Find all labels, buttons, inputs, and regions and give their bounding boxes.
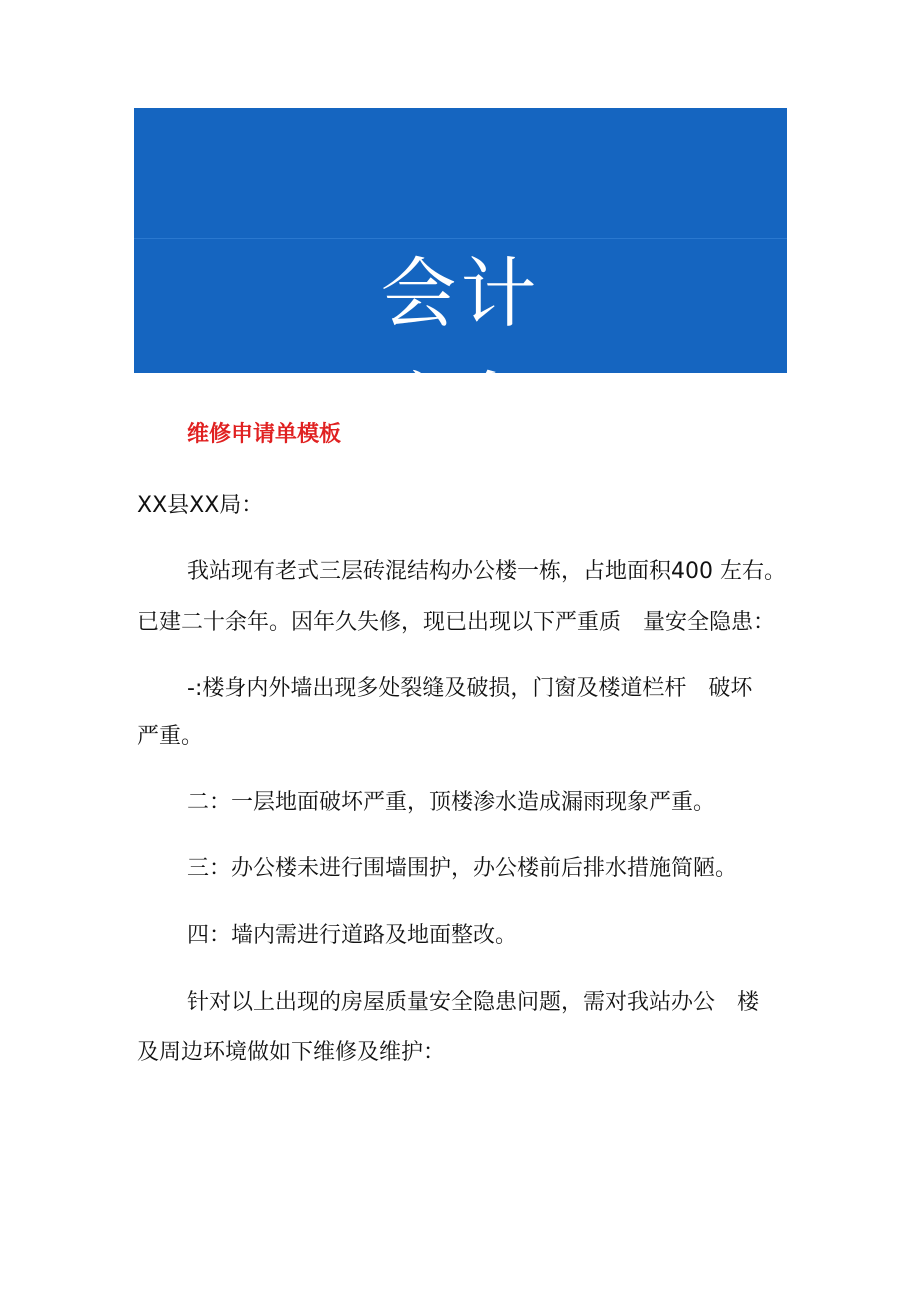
banner-divider (134, 238, 787, 239)
item-3: 三：办公楼未进行围墙围护，办公楼前后排水措施简陋。 (187, 856, 738, 881)
item-1-line-2: 严重。 (137, 724, 204, 749)
item-1-line-1: -:楼身内外墙出现多处裂缝及破损，门窗及楼道栏杆 破坏 (187, 676, 753, 701)
paragraph-2-line-1: 针对以上出现的房屋质量安全隐患问题，需对我站办公 楼 (187, 990, 760, 1015)
banner-title-line-2: 实务 (380, 363, 541, 452)
paragraph-1-line-2: 已建二十余年。因年久失修，现已出现以下严重质 量安全隐患： (137, 610, 776, 635)
paragraph-2-line-2: 及周边环境做如下维修及维护： (137, 1040, 446, 1065)
item-2: 二：一层地面破坏严重，顶楼渗水造成漏雨现象严重。 (187, 790, 716, 815)
salutation: XX县XX局： (137, 493, 264, 518)
item-4: 四：墙内需进行道路及地面整改。 (187, 923, 518, 948)
banner-title-line-1: 会计 (380, 249, 541, 338)
paragraph-1-line-1: 我站现有老式三层砖混结构办公楼一栋，占地面积400 左右。 (187, 559, 786, 584)
document-title: 维修申请单模板 (187, 422, 342, 447)
